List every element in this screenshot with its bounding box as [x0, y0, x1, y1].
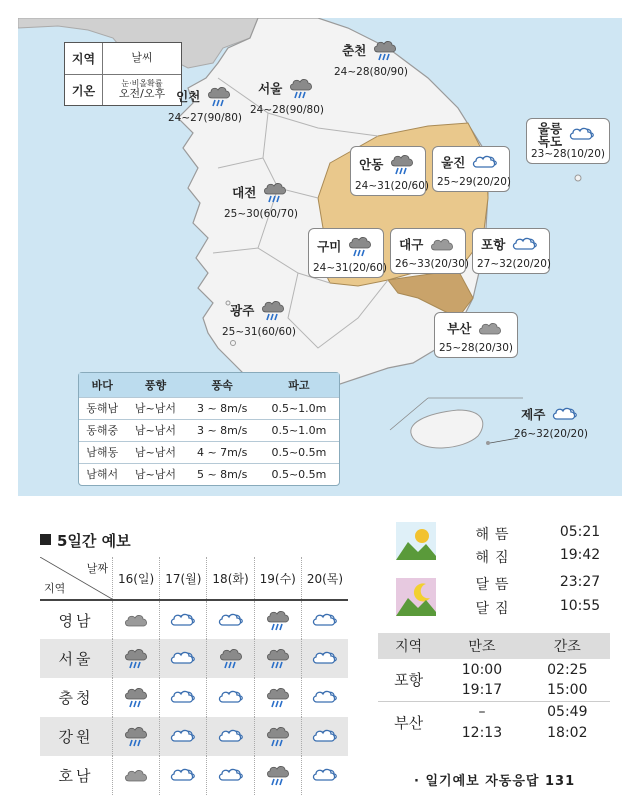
- table-row: [378, 659, 610, 680]
- rain-cloud-icon: [113, 639, 160, 678]
- wind-direction: 남~남서: [126, 397, 186, 419]
- city-name: 울진: [441, 154, 466, 170]
- city-prob: (60/70): [259, 207, 298, 220]
- tide-header: 간조: [525, 633, 610, 659]
- moonrise-time: 23:27: [559, 574, 601, 590]
- forecast-day: 16(일): [113, 557, 160, 600]
- moonset-time: 10:55: [559, 598, 601, 614]
- city-prob: (20/20): [512, 257, 551, 270]
- rain-cloud-icon: [260, 178, 290, 208]
- overcast-icon: [113, 600, 160, 639]
- city-prob: (90/80): [285, 103, 324, 116]
- table-row: [79, 441, 339, 463]
- legend-temp: 기온: [65, 75, 103, 105]
- rain-cloud-icon: [113, 717, 160, 756]
- table-row: [40, 600, 348, 639]
- wind-speed: 3 ~ 8m/s: [185, 419, 258, 441]
- city-prob: (60/60): [257, 325, 296, 338]
- footer-note: · 일기예보 자동응답 131: [414, 774, 576, 789]
- city-name: 안동: [359, 156, 384, 172]
- overcast-icon: [475, 316, 505, 342]
- wind-speed: 3 ~ 8m/s: [185, 397, 258, 419]
- table-row: [79, 419, 339, 441]
- wave-height: 0.5~0.5m: [259, 463, 339, 485]
- cloudy-icon: [301, 717, 348, 756]
- rain-cloud-icon: [113, 678, 160, 717]
- cloudy-icon: [301, 600, 348, 639]
- rain-cloud-icon: [254, 600, 301, 639]
- legend-ampm: 오전/오후: [118, 87, 166, 101]
- wind-direction: 남~남서: [126, 463, 186, 485]
- cloudy-icon: [509, 232, 541, 258]
- city-uljin: [432, 146, 510, 192]
- sunset-label: 해짐: [475, 550, 515, 566]
- forecast-day: 17(월): [160, 557, 207, 600]
- sea-area: 남해서: [79, 463, 126, 485]
- city-prob: (90/80): [203, 111, 242, 124]
- city-name: 제주: [521, 406, 546, 422]
- city-prob: (20/60): [390, 179, 429, 192]
- rain-cloud-icon: [254, 717, 301, 756]
- cloudy-icon: [549, 402, 581, 428]
- table-row: [40, 717, 348, 756]
- table-row: [79, 463, 339, 485]
- city-prob: (20/60): [348, 261, 387, 274]
- city-name: 춘천: [342, 42, 367, 58]
- cloudy-icon: [207, 756, 254, 795]
- city-temp: 25~30: [224, 207, 260, 220]
- wind-direction: 남~남서: [126, 441, 186, 463]
- table-row: [40, 639, 348, 678]
- low-tide: 18:02: [547, 724, 588, 741]
- forecast-region: 영남: [58, 611, 94, 630]
- corner-region-label: 지역: [44, 582, 66, 595]
- table-row: [378, 701, 610, 722]
- city-name: 대전: [232, 184, 257, 200]
- corner-date-label: 날짜: [86, 562, 108, 575]
- forecast-day: 20(목): [301, 557, 348, 600]
- high-tide: 19:17: [461, 682, 503, 699]
- city-daegu: [390, 228, 469, 274]
- table-row: [40, 678, 348, 717]
- tide-table: [378, 633, 610, 743]
- tide-region: 포항: [394, 671, 424, 690]
- forecast-region: 충청: [58, 689, 94, 707]
- cloudy-icon: [160, 639, 207, 678]
- rain-cloud-icon: [254, 756, 301, 795]
- wave-height: 0.5~0.5m: [259, 441, 339, 463]
- cloudy-icon: [207, 717, 254, 756]
- city-prob: (20/20): [472, 175, 511, 188]
- forecast-title: [40, 530, 131, 551]
- rain-cloud-icon: [207, 639, 254, 678]
- city-temp: 25~28: [439, 341, 475, 354]
- overcast-icon: [113, 756, 160, 795]
- sea-header: 풍속: [185, 373, 258, 397]
- cloudy-icon: [160, 600, 207, 639]
- moonset-label: 달짐: [475, 601, 515, 617]
- city-jeju: [514, 402, 588, 440]
- city-name: 구미: [317, 238, 342, 254]
- legend-weather: 날씨: [131, 51, 153, 65]
- rain-cloud-icon: [345, 232, 375, 262]
- table-row: [40, 756, 348, 795]
- sea-header: 파고: [259, 373, 339, 397]
- wind-direction: 남~남서: [126, 419, 186, 441]
- tide-header: 지역: [378, 633, 439, 659]
- city-name-line1: 울릉: [537, 121, 563, 136]
- cloudy-icon: [301, 678, 348, 717]
- city-ulleung: [526, 118, 610, 164]
- city-temp: 24~31: [355, 179, 391, 192]
- cloudy-icon: [469, 150, 501, 176]
- high-tide: 12:13: [461, 724, 503, 741]
- sea-area: 동해중: [79, 419, 126, 441]
- city-seoul: [250, 74, 324, 116]
- wind-speed: 4 ~ 7m/s: [185, 441, 258, 463]
- map-legend: [64, 42, 182, 106]
- wave-height: 0.5~1.0m: [259, 419, 339, 441]
- cloudy-icon: [566, 122, 598, 148]
- city-chuncheon: [334, 36, 408, 78]
- city-gumi: [308, 228, 387, 278]
- forecast-day: 19(수): [254, 557, 301, 600]
- city-daejeon: [224, 178, 298, 220]
- forecast-region: 호남: [58, 767, 94, 785]
- high-tide: 10:00: [461, 661, 503, 678]
- city-incheon: [168, 82, 242, 124]
- legend-precip: 눈·비올확률: [121, 78, 163, 88]
- city-temp: 26~32: [514, 427, 550, 440]
- city-temp: 23~28: [531, 148, 567, 161]
- city-prob: (80/90): [369, 65, 408, 78]
- city-prob: (20/30): [430, 257, 469, 270]
- sunrise-time: 05:21: [559, 524, 601, 540]
- moonrise-label: 달뜸: [475, 577, 515, 593]
- low-tide: 05:49: [547, 703, 588, 720]
- city-temp: 24~31: [313, 261, 349, 274]
- rain-cloud-icon: [258, 296, 288, 326]
- wave-height: 0.5~1.0m: [259, 397, 339, 419]
- rain-cloud-icon: [254, 639, 301, 678]
- city-temp: 26~33: [395, 257, 431, 270]
- city-andong: [350, 146, 429, 196]
- city-prob: (20/30): [474, 341, 513, 354]
- forecast-title-text: 5일간 예보: [57, 532, 131, 550]
- cloudy-icon: [160, 678, 207, 717]
- city-temp: 27~32: [477, 257, 513, 270]
- rain-cloud-icon: [286, 74, 316, 104]
- rain-cloud-icon: [387, 150, 417, 180]
- city-gwangju: [222, 296, 296, 338]
- city-prob: (20/20): [549, 427, 588, 440]
- sea-header: 풍향: [126, 373, 186, 397]
- forecast-table: [40, 557, 348, 795]
- low-tide: 15:00: [547, 682, 588, 699]
- forecast-day: 18(화): [207, 557, 254, 600]
- cloudy-icon: [207, 600, 254, 639]
- city-temp: 25~31: [222, 325, 258, 338]
- cloudy-icon: [207, 678, 254, 717]
- table-row: [79, 397, 339, 419]
- sea-header: 바다: [79, 373, 126, 397]
- city-prob: (10/20): [566, 148, 605, 161]
- rain-cloud-icon: [204, 82, 234, 112]
- sun-mountain-icon: [396, 522, 436, 560]
- sunrise-label: 해뜸: [475, 527, 515, 543]
- city-name: 대구: [399, 236, 424, 252]
- moon-mountain-icon: [396, 578, 436, 616]
- cloudy-icon: [160, 717, 207, 756]
- forecast-corner: [40, 557, 113, 600]
- forecast-region: 강원: [58, 728, 94, 746]
- sunset-time: 19:42: [559, 547, 601, 563]
- city-temp: 24~28: [334, 65, 370, 78]
- sea-area: 동해남: [79, 397, 126, 419]
- weather-map: [18, 18, 622, 496]
- city-name: 광주: [230, 302, 255, 318]
- city-name-line2: 독도: [537, 134, 563, 150]
- tide-header: 만조: [439, 633, 524, 659]
- forecast-region: 서울: [58, 650, 94, 668]
- overcast-icon: [427, 232, 457, 258]
- high-tide: –: [478, 703, 486, 720]
- cloudy-icon: [301, 639, 348, 678]
- rain-cloud-icon: [254, 678, 301, 717]
- city-name: 서울: [258, 80, 283, 96]
- city-temp: 24~27: [168, 111, 204, 124]
- rain-cloud-icon: [370, 36, 400, 66]
- wind-speed: 5 ~ 8m/s: [185, 463, 258, 485]
- city-busan: [434, 312, 518, 358]
- city-temp: 25~29: [437, 175, 473, 188]
- city-pohang: [472, 228, 550, 274]
- city-name: 인천: [176, 88, 201, 104]
- city-name: 부산: [447, 320, 472, 336]
- city-temp: 24~28: [250, 103, 286, 116]
- low-tide: 02:25: [547, 661, 588, 678]
- cloudy-icon: [301, 756, 348, 795]
- legend-region: 지역: [65, 43, 103, 74]
- tide-region: 부산: [394, 713, 424, 732]
- sea-conditions-table: [78, 372, 340, 486]
- city-name: 포항: [481, 236, 506, 252]
- cloudy-icon: [160, 756, 207, 795]
- sea-area: 남해동: [79, 441, 126, 463]
